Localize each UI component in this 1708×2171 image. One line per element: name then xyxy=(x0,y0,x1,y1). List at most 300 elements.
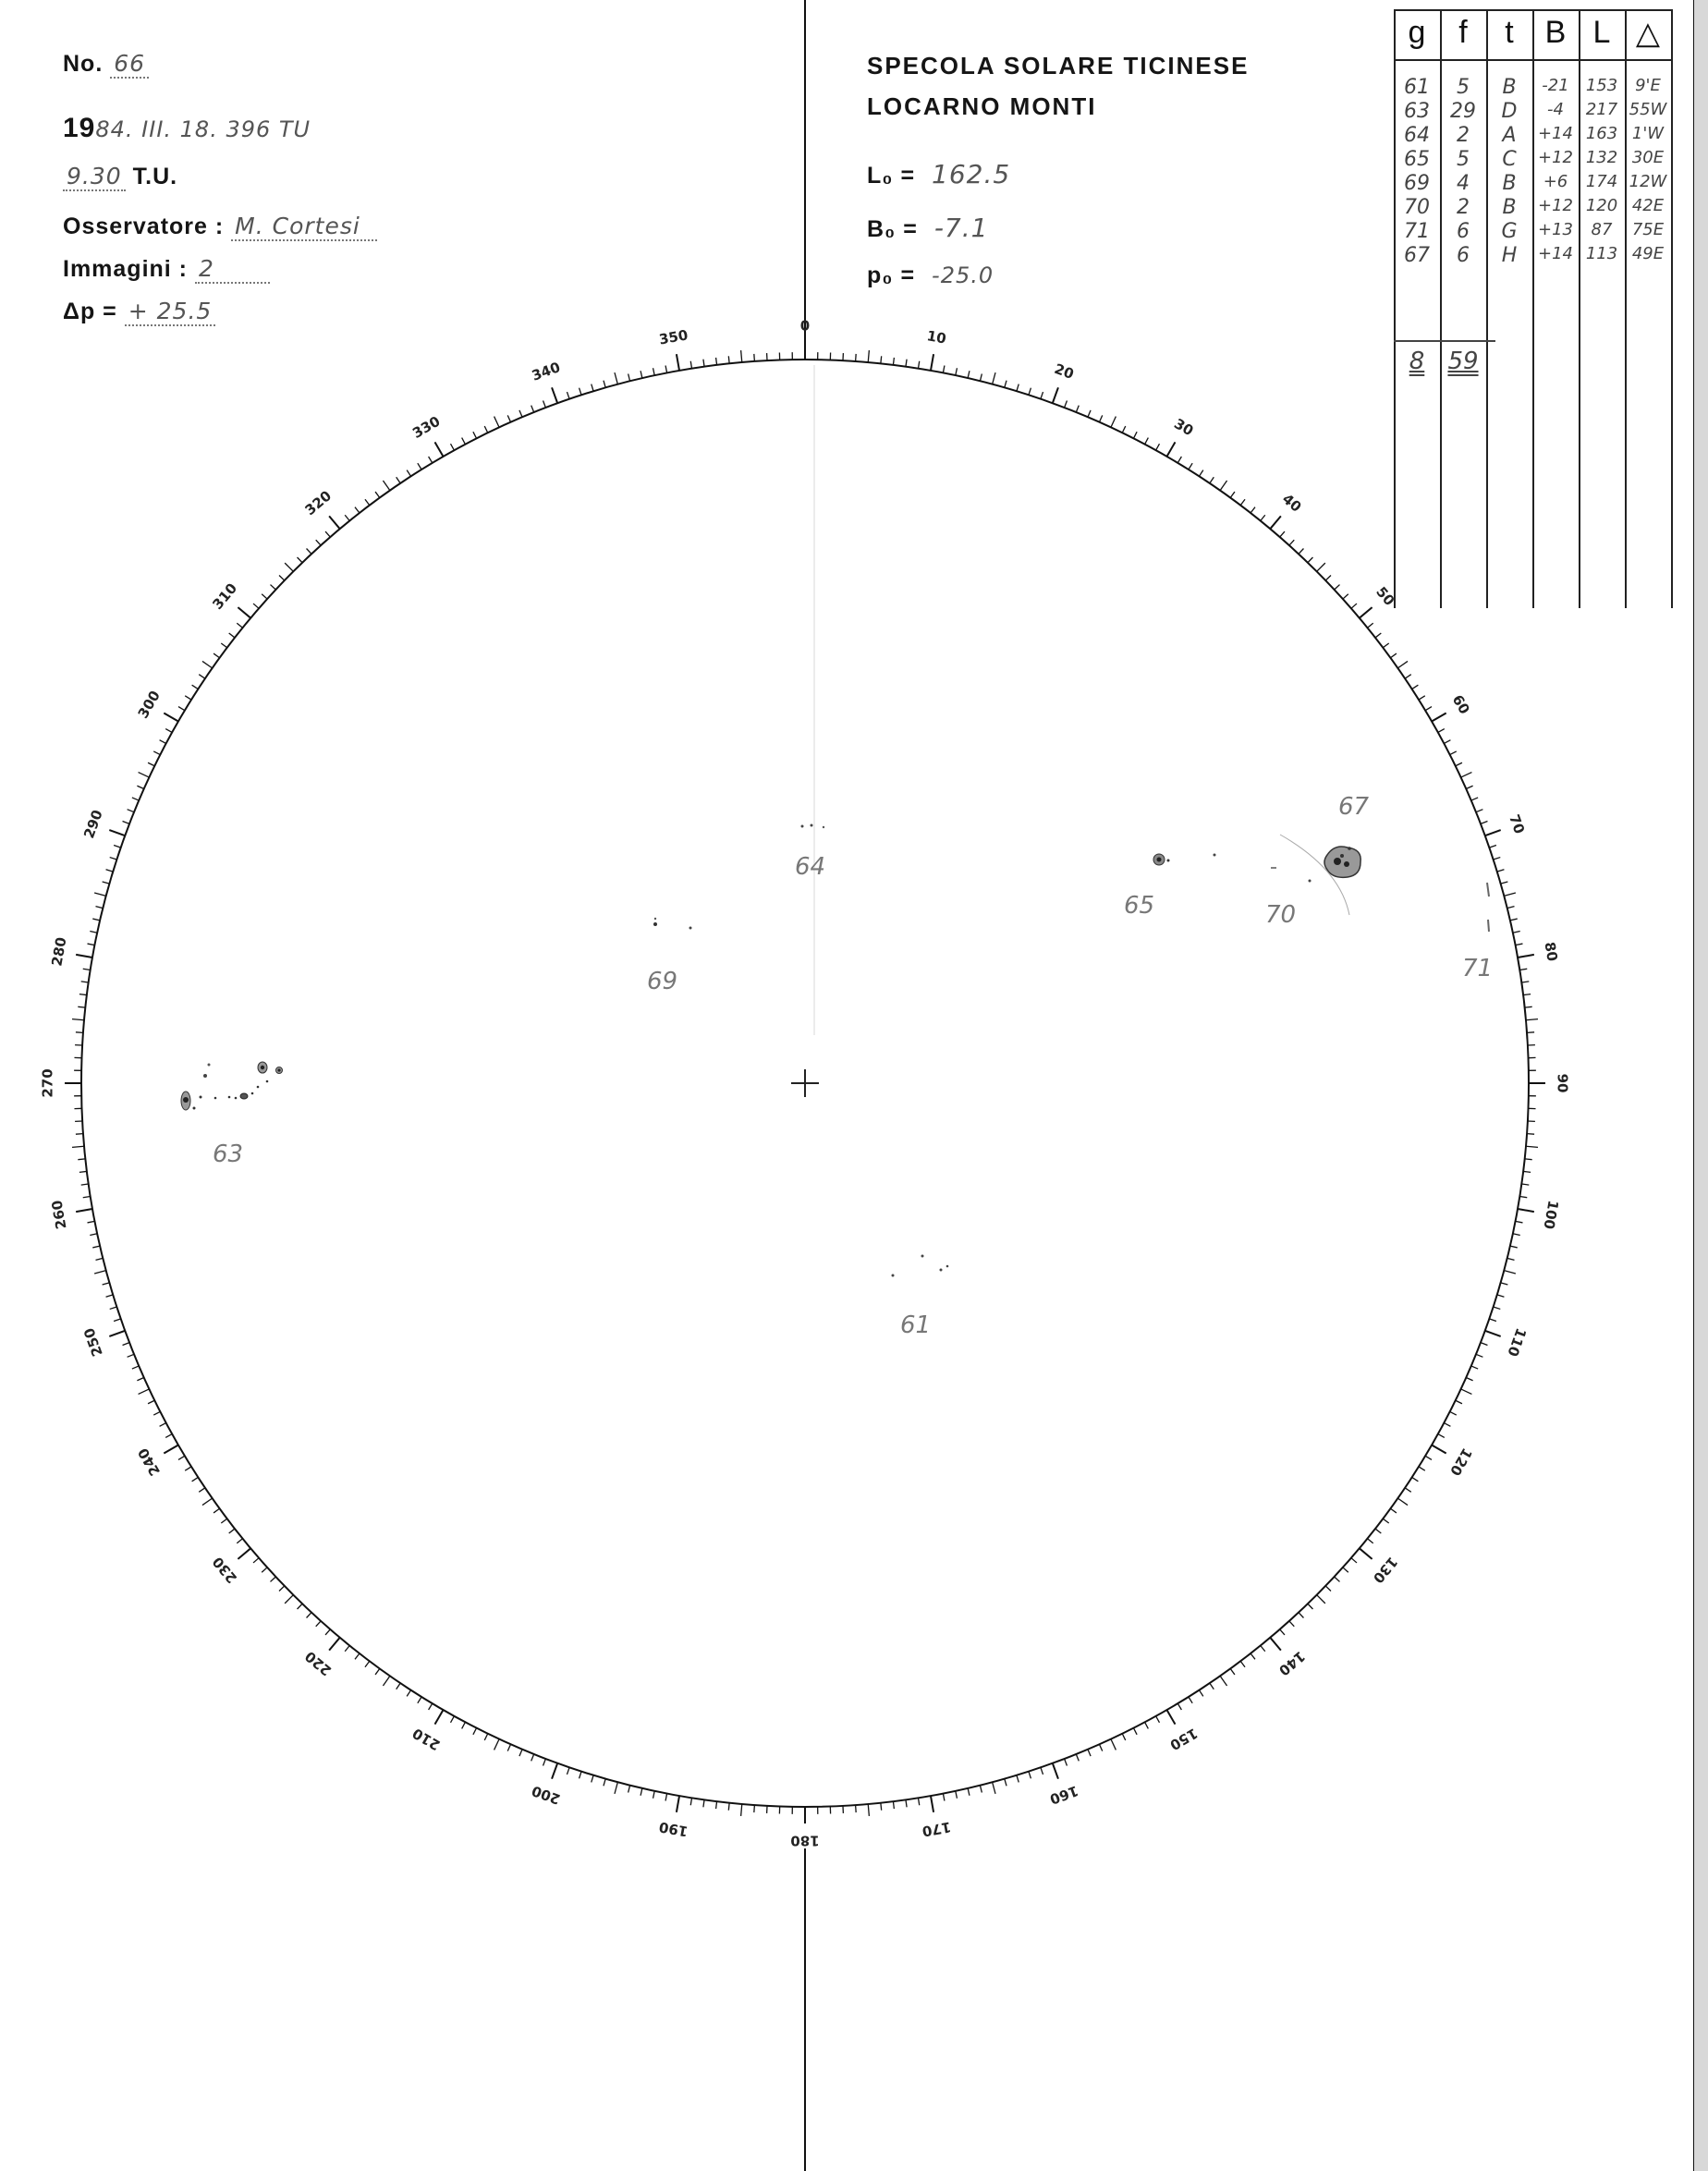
scale-tick xyxy=(484,1734,488,1740)
scale-label-50: 50 xyxy=(1372,583,1398,610)
scale-tick xyxy=(1438,1434,1445,1438)
scale-tick xyxy=(185,696,191,700)
table-cell: +12 xyxy=(1538,148,1573,167)
scale-tick xyxy=(1527,1134,1534,1135)
table-cell: 63 xyxy=(1404,100,1430,123)
scale-tick xyxy=(396,1683,400,1689)
table-cell: 71 xyxy=(1404,220,1430,243)
scale-tick xyxy=(110,1307,117,1309)
time-suffix: T.U. xyxy=(132,164,178,189)
scale-tick xyxy=(114,845,121,848)
scale-tick xyxy=(592,1775,593,1783)
scale-tick xyxy=(90,1234,97,1236)
scale-tick xyxy=(148,1400,154,1404)
scale-tick xyxy=(76,1209,92,1212)
scale-tick xyxy=(543,1759,546,1765)
scale-tick xyxy=(1519,969,1527,970)
scale-tick xyxy=(1280,1629,1285,1635)
scale-tick xyxy=(1122,1734,1126,1740)
scale-tick xyxy=(1343,594,1348,599)
scale-label-90: 90 xyxy=(1554,1073,1571,1093)
scale-label-150: 150 xyxy=(1166,1725,1201,1754)
scale-tick xyxy=(1516,944,1523,945)
scale-tick xyxy=(1041,1767,1043,1775)
table-cell: 1'W xyxy=(1631,124,1665,143)
scale-tick xyxy=(980,1786,982,1793)
scale-tick xyxy=(1481,822,1487,824)
scale-tick xyxy=(178,1456,185,1459)
scale-tick xyxy=(628,373,630,381)
scale-tick xyxy=(931,1796,933,1812)
scale-tick xyxy=(221,643,226,648)
scale-tick xyxy=(703,360,704,367)
scale-tick xyxy=(494,1739,499,1750)
scale-tick xyxy=(1189,1697,1192,1703)
scale-tick xyxy=(153,1411,160,1415)
scale-label-70: 70 xyxy=(1506,811,1529,836)
scale-tick xyxy=(396,477,400,483)
scale-tick xyxy=(165,1434,172,1438)
scale-label-210: 210 xyxy=(409,1725,444,1754)
scale-tick xyxy=(868,1804,869,1816)
scale-tick xyxy=(1270,1638,1281,1651)
table-cell: 64 xyxy=(1404,124,1430,147)
observer-label: Osservatore : xyxy=(63,213,225,239)
table-cell: 132 xyxy=(1585,148,1618,167)
scale-tick xyxy=(1261,1646,1265,1652)
scale-tick xyxy=(1017,384,1019,392)
scale-tick xyxy=(298,1604,303,1609)
scale-tick xyxy=(329,1638,340,1651)
scale-tick xyxy=(316,540,321,545)
table-cell: 87 xyxy=(1591,220,1613,239)
scale-tick xyxy=(462,1722,466,1728)
table-cell: +14 xyxy=(1538,124,1573,143)
scale-tick xyxy=(1444,740,1450,744)
scale-label-280: 280 xyxy=(48,935,70,968)
scale-tick xyxy=(83,1196,91,1197)
scale-tick xyxy=(72,1146,84,1147)
scale-tick xyxy=(285,563,293,571)
table-cell: 12W xyxy=(1629,172,1667,191)
scale-tick xyxy=(1412,685,1419,689)
scale-tick xyxy=(1485,830,1501,835)
scale-label-200: 200 xyxy=(529,1782,563,1808)
scale-tick xyxy=(307,548,311,554)
scale-tick xyxy=(1299,548,1303,554)
group-label-63: 63 xyxy=(213,1140,244,1168)
p0-value: -25.0 xyxy=(932,262,994,288)
scale-tick xyxy=(1076,406,1079,412)
scale-tick xyxy=(1405,675,1411,678)
scale-tick xyxy=(106,1295,114,1297)
table-cell: 67 xyxy=(1404,244,1430,267)
sunspot-group-61 xyxy=(892,1255,949,1340)
group-label-65: 65 xyxy=(1124,892,1155,920)
scale-label-110: 110 xyxy=(1504,1325,1530,1360)
scale-tick xyxy=(1507,907,1515,909)
table-header-2: t xyxy=(1505,15,1514,50)
group-label-64: 64 xyxy=(795,853,826,881)
scale-tick xyxy=(94,1271,106,1274)
scale-tick xyxy=(943,366,945,373)
scale-tick xyxy=(83,969,91,970)
scale-tick xyxy=(893,358,894,365)
scale-tick xyxy=(580,1772,581,1779)
scale-tick xyxy=(139,773,150,777)
scale-tick xyxy=(1513,932,1520,933)
scale-tick xyxy=(1065,401,1068,408)
table-cell: 55W xyxy=(1629,100,1667,119)
scale-tick xyxy=(881,356,882,363)
scale-tick xyxy=(1005,381,1006,388)
scale-tick xyxy=(956,368,958,375)
scale-tick xyxy=(262,594,267,599)
scale-tick xyxy=(285,1595,293,1604)
scale-tick xyxy=(507,1744,510,1750)
scale-tick xyxy=(741,1804,742,1816)
time-value: 9.30 xyxy=(63,163,126,191)
scale-tick xyxy=(202,1498,213,1505)
scale-tick xyxy=(494,417,499,428)
scale-tick xyxy=(1210,477,1214,483)
scale-tick xyxy=(160,1423,166,1427)
scale-tick xyxy=(1076,1754,1079,1761)
scale-tick xyxy=(473,432,477,438)
scale-label-10: 10 xyxy=(925,327,948,348)
scale-tick xyxy=(192,1477,199,1481)
scale-tick xyxy=(92,1246,100,1248)
scale-tick xyxy=(1519,1196,1527,1197)
scale-tick xyxy=(918,1798,919,1805)
table-header-4: L xyxy=(1592,15,1611,50)
scale-tick xyxy=(1220,481,1226,491)
scale-tick xyxy=(1360,1548,1372,1559)
sheet-number-value: 66 xyxy=(110,50,149,79)
scale-tick xyxy=(229,1529,235,1533)
scale-tick xyxy=(1419,696,1425,700)
scale-label-300: 300 xyxy=(134,688,164,722)
table-cell: 2 xyxy=(1457,196,1470,219)
scale-tick xyxy=(1450,1411,1457,1415)
scale-tick xyxy=(95,1258,103,1260)
scale-tick xyxy=(665,1794,667,1801)
scale-label-310: 310 xyxy=(209,579,241,614)
scale-tick xyxy=(329,516,340,529)
scale-tick xyxy=(1390,1508,1396,1513)
sunspot-group-69 xyxy=(647,918,692,995)
scale-tick xyxy=(1526,1019,1538,1020)
sheet-number-label: No. xyxy=(63,51,104,77)
scale-tick xyxy=(1397,1498,1408,1505)
scale-tick xyxy=(1343,1567,1348,1572)
scale-tick xyxy=(1308,557,1313,563)
scale-tick xyxy=(1005,1779,1006,1787)
scale-tick xyxy=(1053,1763,1058,1779)
scale-tick xyxy=(316,1621,321,1627)
scale-tick xyxy=(1029,388,1031,396)
scale-tick xyxy=(383,481,389,491)
scale-tick xyxy=(1289,1621,1294,1627)
scale-tick xyxy=(1317,1595,1325,1604)
scale-tick xyxy=(484,426,488,433)
scale-tick xyxy=(1461,773,1472,777)
scale-tick xyxy=(754,354,755,361)
scale-tick xyxy=(123,1343,129,1346)
scale-tick xyxy=(1501,882,1508,884)
table-cell: 174 xyxy=(1585,172,1618,191)
scale-tick xyxy=(473,1728,477,1735)
scale-tick xyxy=(435,1710,444,1725)
scale-tick xyxy=(1527,1032,1534,1033)
scale-label-240: 240 xyxy=(134,1445,164,1479)
scale-label-250: 250 xyxy=(80,1325,106,1360)
scale-label-190: 190 xyxy=(657,1818,689,1840)
scale-tick xyxy=(1504,893,1516,896)
scale-tick xyxy=(943,1794,945,1801)
scale-tick xyxy=(1088,410,1091,417)
scale-tick xyxy=(106,870,114,872)
scale-tick xyxy=(615,1782,617,1794)
scale-tick xyxy=(429,1703,433,1710)
scale-tick xyxy=(1375,1529,1381,1533)
scale-tick xyxy=(1513,1234,1520,1236)
scale-tick xyxy=(88,1221,95,1223)
scale-tick xyxy=(906,1799,907,1807)
scale-tick xyxy=(881,1803,882,1811)
scale-tick xyxy=(407,470,410,477)
scale-tick xyxy=(1466,1377,1472,1380)
scale-label-230: 230 xyxy=(209,1553,241,1587)
scale-tick xyxy=(270,585,275,590)
scale-tick xyxy=(1471,1366,1478,1369)
scale-tick xyxy=(78,1159,85,1160)
scale-tick xyxy=(178,707,185,711)
scale-label-20: 20 xyxy=(1052,360,1077,383)
scale-tick xyxy=(1518,955,1534,957)
scale-tick xyxy=(1368,623,1373,628)
scale-tick xyxy=(543,401,546,408)
scale-tick xyxy=(1419,1467,1425,1470)
scale-tick xyxy=(279,576,285,581)
scale-tick xyxy=(199,1488,205,1492)
scale-tick xyxy=(383,1676,389,1686)
scale-tick xyxy=(1425,707,1432,711)
observatory-name: SPECOLA SOLARE TICINESE xyxy=(867,52,1250,79)
scale-label-350: 350 xyxy=(657,326,689,348)
scale-tick xyxy=(519,410,522,417)
scale-tick xyxy=(139,1389,150,1394)
table-cell: A xyxy=(1502,124,1517,147)
scale-label-220: 220 xyxy=(301,1647,336,1679)
scale-tick xyxy=(1461,1389,1472,1394)
scale-tick xyxy=(653,1791,655,1799)
scale-label-320: 320 xyxy=(301,487,336,519)
scale-tick xyxy=(868,350,869,362)
table-cell: 6 xyxy=(1457,244,1470,267)
table-cell: B xyxy=(1502,172,1517,195)
scale-tick xyxy=(76,1134,83,1135)
table-cell: 9'E xyxy=(1635,76,1661,95)
scale-tick xyxy=(567,392,569,399)
scale-label-330: 330 xyxy=(409,412,444,442)
scale-tick xyxy=(677,1796,679,1812)
table-cell: 2 xyxy=(1457,124,1470,147)
scale-tick xyxy=(345,515,349,520)
scale-label-120: 120 xyxy=(1446,1445,1476,1479)
scale-tick xyxy=(1145,438,1149,445)
sunspot-group-71 xyxy=(1462,883,1493,982)
scale-tick xyxy=(1412,1477,1419,1481)
scale-tick xyxy=(531,1754,534,1761)
scale-tick xyxy=(72,1019,84,1020)
scale-tick xyxy=(1199,1690,1202,1697)
scale-tick xyxy=(185,1467,191,1470)
table-cell: 69 xyxy=(1404,172,1430,195)
table-cell: 42E xyxy=(1631,196,1665,215)
scale-label-180: 180 xyxy=(790,1832,820,1849)
date-value: 84. III. 18. 396 TU xyxy=(95,116,311,142)
group-label-71: 71 xyxy=(1462,955,1494,982)
scale-tick xyxy=(429,457,433,463)
scale-tick xyxy=(1525,1159,1532,1160)
scale-tick xyxy=(1351,1558,1357,1563)
table-cell: 5 xyxy=(1457,148,1470,171)
scale-tick xyxy=(690,361,691,369)
scale-tick xyxy=(1088,1750,1091,1756)
scale-tick xyxy=(1299,1613,1303,1618)
scale-tick xyxy=(993,1782,995,1794)
scale-tick xyxy=(1466,786,1472,788)
scale-tick xyxy=(375,492,380,497)
scale-tick xyxy=(1230,492,1235,497)
scale-tick xyxy=(1122,426,1126,433)
table-cell: G xyxy=(1501,220,1518,243)
scale-tick xyxy=(345,1646,349,1652)
scale-tick xyxy=(1199,470,1202,477)
scale-tick xyxy=(1099,1744,1102,1750)
scale-tick xyxy=(114,1319,121,1322)
scale-tick xyxy=(325,531,330,537)
scale-tick xyxy=(567,1767,569,1775)
scale-tick xyxy=(1476,1354,1482,1357)
scale-tick xyxy=(1167,1710,1176,1725)
scale-tick xyxy=(653,368,655,375)
scale-tick xyxy=(1280,531,1285,537)
scale-tick xyxy=(1335,585,1340,590)
scale-tick xyxy=(435,442,444,457)
scale-tick xyxy=(165,729,172,733)
observer-value: M. Cortesi xyxy=(231,213,377,241)
scale-tick xyxy=(418,463,421,470)
scale-tick xyxy=(365,499,370,505)
table-cell: 29 xyxy=(1450,100,1476,123)
table-total: 8 xyxy=(1409,348,1425,375)
table-header-5: △ xyxy=(1635,16,1661,51)
scale-tick xyxy=(1444,1423,1450,1427)
scale-tick xyxy=(628,1786,630,1793)
p0-label: p₀ = xyxy=(867,262,916,288)
scale-tick xyxy=(1177,457,1181,463)
scale-label-40: 40 xyxy=(1278,490,1305,516)
scale-tick xyxy=(1450,751,1457,755)
table-cell: 65 xyxy=(1404,148,1430,171)
table-cell: H xyxy=(1501,244,1518,267)
scale-tick xyxy=(1335,1577,1340,1581)
scale-tick xyxy=(355,507,360,513)
scale-tick xyxy=(1351,604,1357,608)
scale-tick xyxy=(137,1377,143,1380)
scale-tick xyxy=(1516,1221,1523,1223)
scale-tick xyxy=(451,444,455,450)
scale-tick xyxy=(192,685,199,689)
table-cell: 113 xyxy=(1585,244,1618,263)
scale-tick xyxy=(132,1366,139,1369)
table-cell: 5 xyxy=(1457,76,1470,99)
scale-tick xyxy=(262,1567,267,1572)
year-prefix: 19 xyxy=(63,113,96,143)
scale-tick xyxy=(92,919,100,921)
table-cell: 61 xyxy=(1404,76,1430,99)
table-cell: +12 xyxy=(1538,196,1573,215)
scale-tick xyxy=(103,1283,110,1285)
scale-label-0: 0 xyxy=(799,317,811,335)
table-cell: 6 xyxy=(1457,220,1470,243)
scale-tick xyxy=(893,1801,894,1809)
table-cell: D xyxy=(1501,100,1518,123)
scale-tick xyxy=(1497,870,1505,872)
observatory-location: LOCARNO MONTI xyxy=(867,92,1097,120)
scale-label-340: 340 xyxy=(529,359,563,384)
scale-tick xyxy=(1526,1146,1538,1147)
scale-tick xyxy=(1111,1739,1116,1750)
scale-tick xyxy=(552,1763,557,1779)
scale-tick xyxy=(88,944,95,945)
scale-tick xyxy=(703,1799,704,1807)
scale-label-270: 270 xyxy=(39,1068,56,1098)
table-cell: B xyxy=(1502,196,1517,219)
scale-label-290: 290 xyxy=(80,807,106,841)
scale-tick xyxy=(110,858,117,860)
scale-tick xyxy=(128,1354,134,1357)
scale-tick xyxy=(1325,1586,1331,1592)
scale-tick xyxy=(109,830,125,835)
scale-tick xyxy=(1494,1307,1501,1309)
scale-tick xyxy=(1510,919,1518,921)
scale-tick xyxy=(355,1653,360,1659)
table-cell: C xyxy=(1502,148,1517,171)
table-cell: 4 xyxy=(1457,172,1470,195)
scale-label-80: 80 xyxy=(1541,940,1561,963)
scale-tick xyxy=(1156,1716,1160,1723)
scale-tick xyxy=(1494,858,1501,860)
scale-tick xyxy=(202,661,213,667)
scale-tick xyxy=(1485,1331,1501,1336)
scale-label-100: 100 xyxy=(1540,1199,1562,1231)
scale-tick xyxy=(615,372,617,384)
scale-tick xyxy=(640,371,642,378)
scale-tick xyxy=(728,356,729,363)
scale-tick xyxy=(1375,633,1381,638)
scale-tick xyxy=(164,1445,178,1454)
scale-tick xyxy=(153,751,160,755)
sunspot-group-63 xyxy=(181,1062,283,1168)
scale-tick xyxy=(221,1518,226,1523)
scale-tick xyxy=(1368,1539,1373,1543)
scale-tick xyxy=(238,607,250,618)
scale-tick xyxy=(1289,540,1294,545)
scale-tick xyxy=(253,1558,259,1563)
